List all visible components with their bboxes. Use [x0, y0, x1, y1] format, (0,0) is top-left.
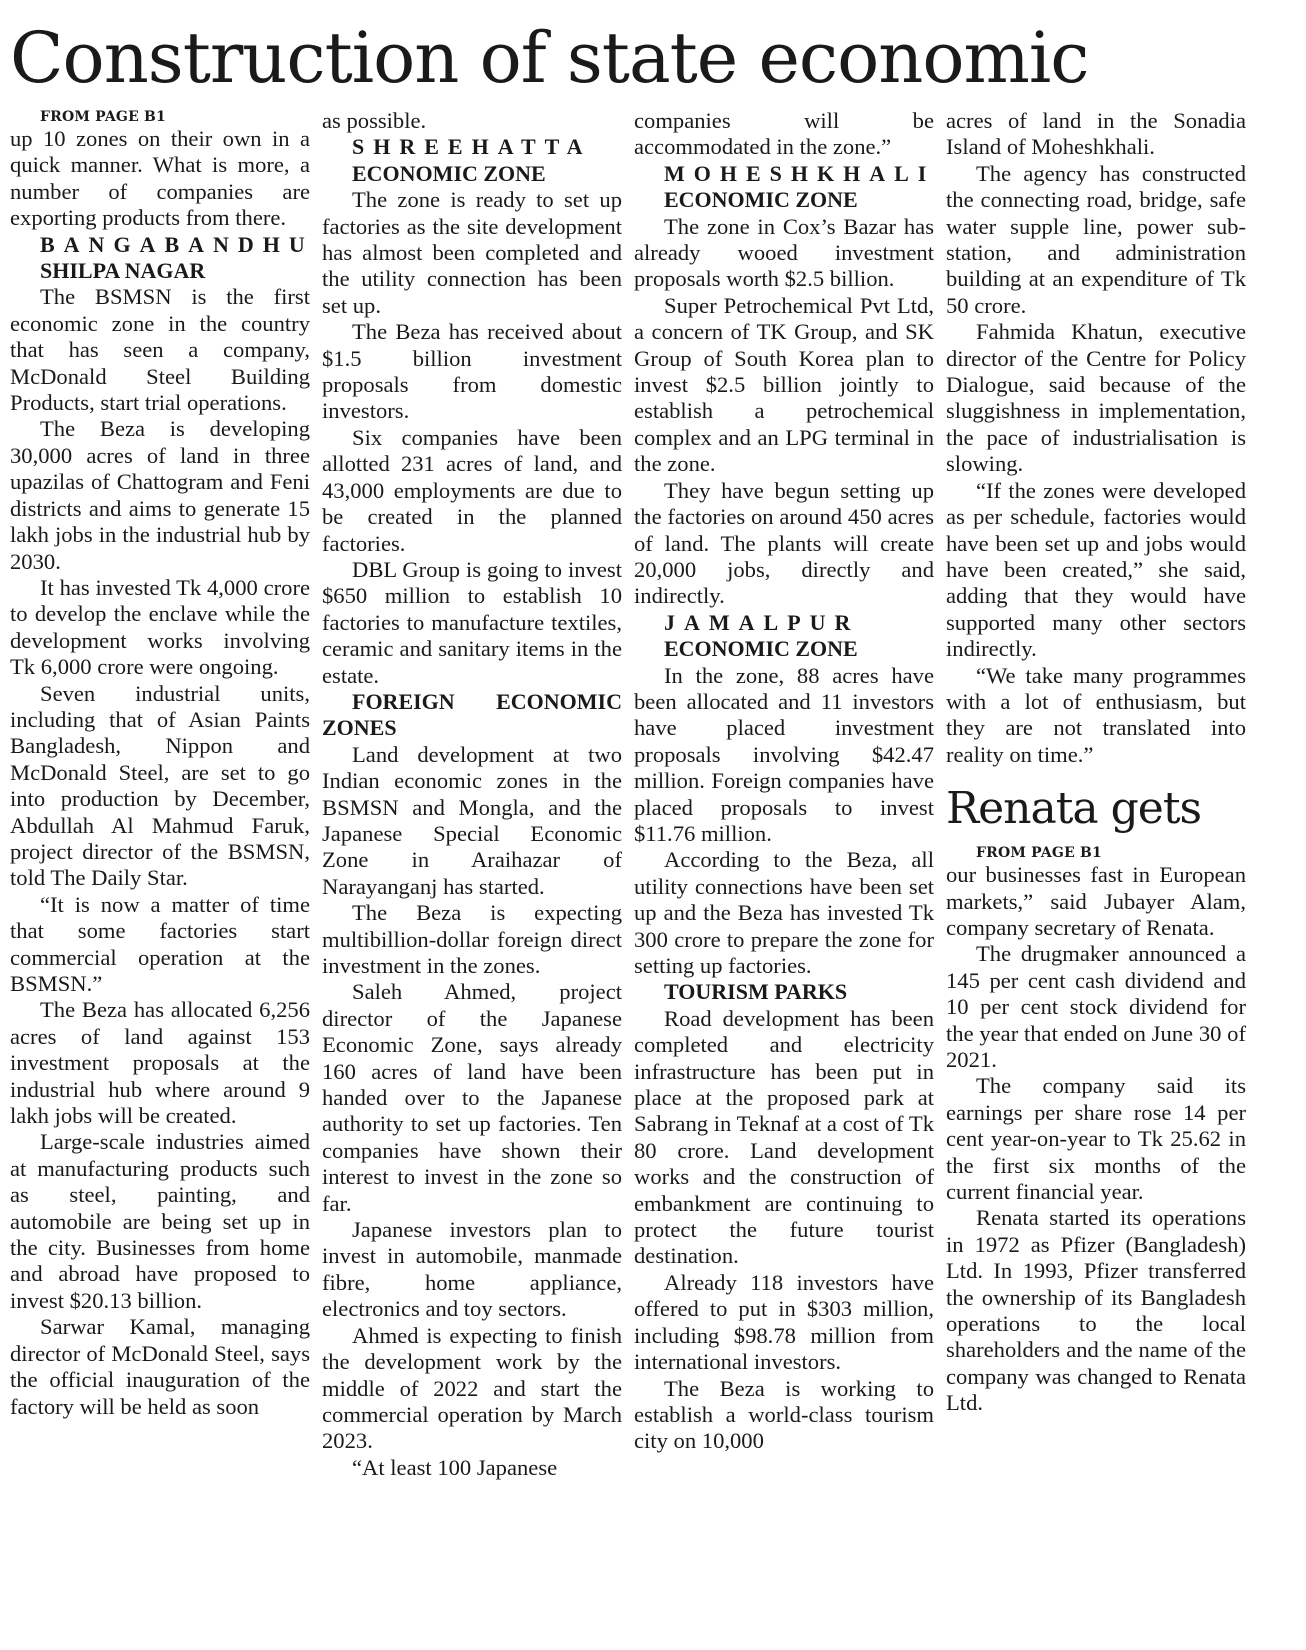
subheading-line: ECONOMIC ZONE — [664, 636, 858, 662]
subheading-line: JAMALPUR — [664, 609, 860, 635]
paragraph: Renata started its operations in 1972 as Pfizer (Bangladesh) Ltd. In 1993, Pfizer transferred the ownership of its Bangladesh operations to the local shareholders and the name of the company was changed to Renata Ltd. — [946, 1205, 1246, 1416]
subheading-line: SHILPA NAGAR — [40, 258, 206, 284]
subheading-line: ECONOMIC ZONE — [664, 187, 858, 213]
subheading-line: MOHESHKHALI — [664, 160, 936, 186]
subheading-line: ECONOMIC ZONE — [352, 160, 546, 186]
subheading-line: SHREEHATTA — [352, 134, 592, 160]
paragraph: It has invested Tk 4,000 crore to develop the enclave while the development works involving Tk 6,000 crore were ongoing. — [10, 574, 310, 680]
from-page-label: FROM PAGE B1 — [40, 109, 166, 125]
paragraph: our businesses fast in European markets,” said Jubayer Alam, company secretary of Renata. — [946, 862, 1246, 940]
paragraph: Seven industrial units, including that of Asian Paints Bangladesh, Nippon and McDonald Steel, are set to go into production by December, Abdullah Al Mahmud Faruk, project director of the BSMSN, told The Daily Star. — [10, 680, 310, 891]
from-page-label: FROM PAGE B1 — [976, 845, 1102, 862]
paragraph: “At least 100 Japanese — [352, 1454, 558, 1480]
paragraph: The Beza is expecting multibillion-dollar foreign direct investment in the zones. — [322, 900, 622, 978]
article-column-2 — [322, 108, 622, 1481]
paragraph: The zone is ready to set up factories as the site development has almost been completed and the utility connection has been set up. — [322, 187, 622, 318]
paragraph: The BSMSN is the first economic zone in the country that has seen a company, McDonald Steel Building Products, start trial operations. — [10, 284, 310, 416]
article-column-4 — [946, 108, 1246, 1417]
paragraph: The Beza has received about $1.5 billion investment proposals from domestic investors. — [322, 319, 622, 424]
paragraph: The company said its earnings per share rose 14 per cent year-on-year to Tk 25.62 in the first six months of the current financial year. — [946, 1073, 1246, 1205]
paragraph: “It is now a matter of time that some factories start commercial operation at the BSMSN.” — [10, 891, 310, 996]
paragraph: Japanese investors plan to invest in automobile, manmade fibre, home appliance, electronics and toy sectors. — [322, 1217, 622, 1322]
paragraph: Ahmed is expecting to finish the development work by the middle of 2022 and start the commercial operation by March 2023. — [322, 1322, 622, 1454]
paragraph: Large-scale industries aimed at manufacturing products such as steel, painting, and automobile are being set up in the city. Businesses from home and abroad have proposed to invest $20.13 billion. — [10, 1129, 310, 1313]
paragraph: companies will be accommodated in the zone.” — [634, 108, 934, 160]
article-column-3 — [634, 108, 934, 1455]
paragraph: They have begun setting up the factories on around 450 acres of land. The plants will create 20,000 jobs, directly and indirectly. — [634, 477, 934, 609]
paragraph: acres of land in the Sonadia Island of Moheshkhali. — [946, 108, 1246, 160]
paragraph: Already 118 investors have offered to put in $303 million, including $98.78 million from international investors. — [634, 1269, 934, 1375]
paragraph: Road development has been completed and electricity infrastructure has been put in place at the proposed park at Sabrang in Teknaf at a cost of Tk 80 crore. Land development works and the construction of embankment are continuing to protect the future tourist destination. — [634, 1005, 934, 1269]
subheading-line: BANGABANDHU — [40, 231, 314, 257]
paragraph: Sarwar Kamal, managing director of McDonald Steel, says the official inauguration of the factory will be held as soon — [10, 1314, 310, 1419]
paragraph: Saleh Ahmed, project director of the Japanese Economic Zone, says already 160 acres of land have been handed over to the Japanese authority to set up factories. Ten companies have shown their interest to invest in the zone so far. — [322, 979, 622, 1216]
paragraph: “We take many programmes with a lot of enthusiasm, but they are not translated into reality on time.” — [946, 662, 1246, 767]
paragraph: as possible. — [322, 108, 427, 133]
paragraph: Super Petrochemical Pvt Ltd, a concern of TK Group, and SK Group of South Korea plan to invest $2.5 billion jointly to establish a petrochemical complex and an LPG terminal in the zone. — [634, 292, 934, 477]
paragraph: The drugmaker announced a 145 per cent cash dividend and 10 per cent stock dividend for the year that ended on June 30 of 2021. — [946, 941, 1246, 1072]
paragraph: Six companies have been allotted 231 acres of land, and 43,000 employments are due to be created in the planned factories. — [322, 424, 622, 556]
paragraph: The Beza has allocated 6,256 acres of land against 153 investment proposals at the industrial hub where around 9 lakh jobs will be created. — [10, 997, 310, 1129]
second-article-headline: Renata gets — [946, 783, 1202, 835]
article-headline: Construction of state economic — [10, 17, 1089, 99]
paragraph: up 10 zones on their own in a quick manner. What is more, a number of companies are exporting products from there. — [10, 126, 310, 231]
paragraph: Land development at two Indian economic zones in the BSMSN and Mongla, and the Japanese Special Economic Zone in Araihazar of Narayanganj has started. — [322, 741, 622, 899]
paragraph: Fahmida Khatun, executive director of the Centre for Policy Dialogue, said because of the sluggishness in implementation, the pace of industrialisation is slowing. — [946, 319, 1246, 477]
paragraph: According to the Beza, all utility connections have been set up and the Beza has invested Tk 300 crore to prepare the zone for setting up factories. — [634, 847, 934, 978]
paragraph: The zone in Cox’s Bazar has already wooed investment proposals worth $2.5 billion. — [634, 213, 934, 292]
paragraph: The Beza is developing 30,000 acres of land in three upazilas of Chattogram and Feni districts and aims to generate 15 lakh jobs in the industrial hub by 2030. — [10, 416, 310, 574]
paragraph: DBL Group is going to invest $650 million to establish 10 factories to manufacture textiles, ceramic and sanitary items in the estate. — [322, 556, 622, 688]
subheading: TOURISM PARKS — [664, 979, 848, 1005]
paragraph: “If the zones were developed as per schedule, factories would have been set up and jobs would have been created,” she said, adding that they would have supported many other sectors indirectly. — [946, 477, 1246, 662]
subheading: FOREIGN ECONOMIC ZONES — [322, 688, 622, 741]
article-column-1 — [10, 108, 314, 1420]
paragraph: The agency has constructed the connecting road, bridge, safe water supple line, power sub-station, and administration building at an expenditure of Tk 50 crore. — [946, 160, 1246, 318]
paragraph: In the zone, 88 acres have been allocated and 11 investors have placed investment proposals involving $42.47 million. Foreign companies have placed proposals to invest $11.76 million. — [634, 662, 934, 846]
paragraph: The Beza is working to establish a world-class tourism city on 10,000 — [634, 1375, 934, 1454]
